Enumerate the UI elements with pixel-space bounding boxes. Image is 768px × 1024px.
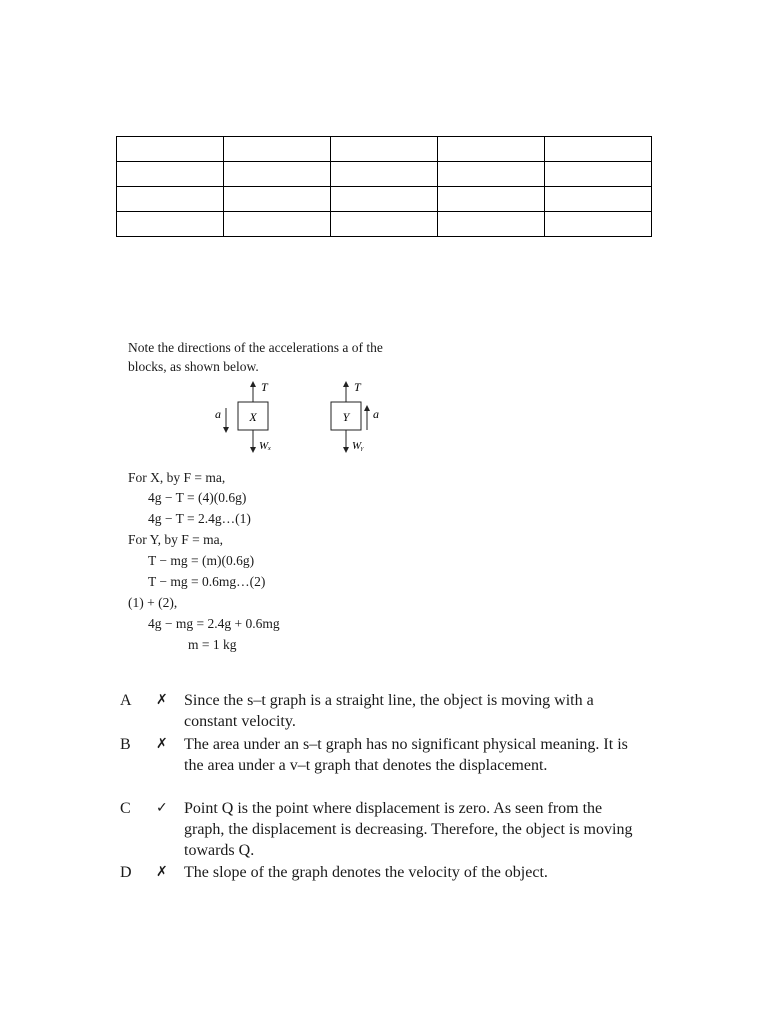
- answer-text: The area under an s–t graph has no significant physical meaning. It is the area under a v–t graph that denotes the displacement.: [184, 736, 628, 774]
- block-y-label: Y: [342, 410, 350, 424]
- answer-letter: C: [120, 800, 131, 817]
- answer-text: Point Q is the point where displacement is zero. As seen from the graph, the displacement is decreasing. Therefore, the object is moving towards Q.: [184, 800, 633, 859]
- table-row: [117, 137, 652, 162]
- final-result: m = 1 kg: [188, 637, 237, 652]
- cross-icon: ✗: [156, 736, 168, 752]
- sum-heading: (1) + (2),: [128, 595, 178, 610]
- table-row: [117, 187, 652, 212]
- answer-letter: D: [120, 864, 132, 881]
- y-equation-1: T − mg = (m)(0.6g): [148, 553, 255, 568]
- block-x-label: X: [249, 410, 257, 424]
- answer-letter: A: [120, 692, 132, 709]
- cross-icon: ✗: [156, 864, 168, 880]
- table-cell: [224, 187, 331, 212]
- table-cell: [438, 162, 545, 187]
- note-line-1: Note the directions of the accelerations a of the: [128, 340, 383, 355]
- table-cell: [331, 162, 438, 187]
- weight-label-y: Wᵧ: [352, 440, 364, 452]
- answer-text: The slope of the graph denotes the velocity of the object.: [184, 864, 548, 881]
- table-cell: [331, 187, 438, 212]
- table-cell: [224, 212, 331, 237]
- tension-label-x: T: [261, 380, 268, 394]
- weight-label-x: Wₓ: [259, 440, 272, 452]
- tension-label-y: T: [354, 380, 361, 394]
- answer-letter: B: [120, 736, 131, 753]
- cross-icon: ✗: [156, 692, 168, 708]
- note-line-2: blocks, as shown below.: [128, 359, 259, 374]
- table-cell: [224, 137, 331, 162]
- accel-label-y: a: [373, 407, 379, 421]
- answer-text: Since the s–t graph is a straight line, the object is moving with a constant velocity.: [184, 692, 594, 730]
- table-cell: [545, 162, 652, 187]
- accel-label-x: a: [215, 407, 221, 421]
- for-x-heading: For X, by F = ma,: [128, 470, 226, 485]
- empty-table: [116, 136, 652, 237]
- table-cell: [117, 187, 224, 212]
- check-icon: ✓: [156, 800, 168, 816]
- table-cell: [117, 137, 224, 162]
- for-y-heading: For Y, by F = ma,: [128, 532, 224, 547]
- x-equation-2: 4g − T = 2.4g…(1): [148, 511, 251, 526]
- sum-equation: 4g − mg = 2.4g + 0.6mg: [148, 616, 280, 631]
- table-cell: [331, 137, 438, 162]
- table-cell: [545, 212, 652, 237]
- table-row: [117, 162, 652, 187]
- table-cell: [117, 212, 224, 237]
- table-cell: [224, 162, 331, 187]
- table-cell: [438, 187, 545, 212]
- table-cell: [438, 137, 545, 162]
- x-equation-1: 4g − T = (4)(0.6g): [148, 490, 247, 505]
- table-cell: [545, 137, 652, 162]
- free-body-diagram: [168, 378, 468, 458]
- y-equation-2: T − mg = 0.6mg…(2): [148, 574, 266, 589]
- table-row: [117, 212, 652, 237]
- table-cell: [117, 162, 224, 187]
- table-cell: [438, 212, 545, 237]
- table-cell: [545, 187, 652, 212]
- table-cell: [331, 212, 438, 237]
